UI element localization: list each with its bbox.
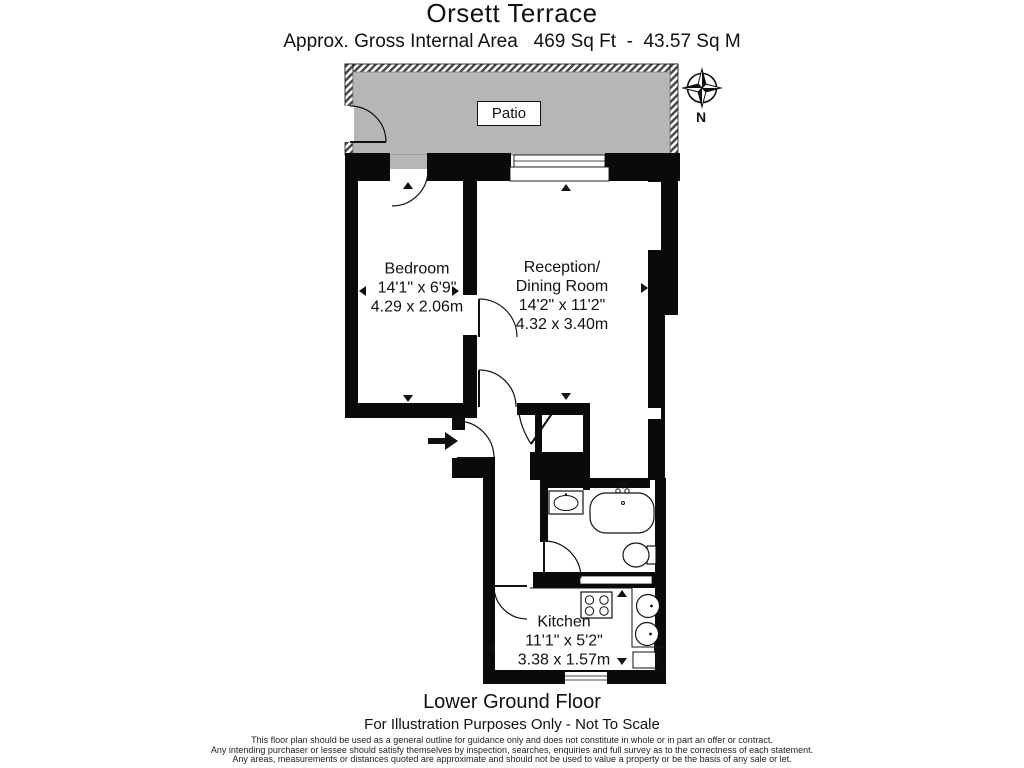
bedroom-name: Bedroom [384, 260, 450, 278]
scale-note: For Illustration Purposes Only - Not To Scale [364, 716, 660, 733]
bathtub-icon [590, 489, 654, 533]
kitchen-label [518, 613, 611, 670]
area-subtitle: Approx. Gross Internal Area 469 Sq Ft - 43.57 Sq M [283, 31, 741, 52]
kitchen-name: Kitchen [537, 613, 591, 631]
walls [345, 153, 680, 684]
reception-dimensions-metric: 4.32 x 3.40m [515, 316, 609, 333]
reception-label [516, 258, 609, 334]
disclaimer-line: This floor plan should be used as a general outline for guidance only and does not constitute in whole or in part an offer or contract. [251, 735, 773, 745]
reception-window [510, 155, 609, 181]
bedroom-dimensions-imperial: 14'1" x 6'9" [377, 279, 457, 297]
kitchen-dimensions-metric: 3.38 x 1.57m [517, 651, 611, 669]
appliance-icon [633, 652, 658, 668]
bedroom-door [479, 299, 517, 337]
floor-name: Lower Ground Floor [423, 691, 601, 713]
kitchen-window [565, 672, 607, 684]
compass-rose-icon [683, 69, 721, 107]
compass-north-label: N [695, 109, 707, 125]
basin-icon [549, 491, 583, 514]
dimension-arrows [359, 182, 661, 665]
kitchen-dimensions-imperial: 11'1" x 5'2" [525, 632, 603, 650]
reception-door [479, 370, 516, 407]
toilet-icon [623, 543, 656, 567]
page-title: Orsett Terrace [426, 0, 598, 28]
reception-dimensions-imperial: 14'2" x 11'2" [518, 297, 606, 314]
bedroom-dimensions-metric: 4.29 x 2.06m [370, 298, 464, 316]
bedroom-label [371, 260, 464, 317]
disclaimer-block [0, 736, 1024, 765]
entrance-arrow-icon [428, 432, 458, 450]
bathroom-fixtures [549, 489, 656, 567]
reception-name-line1: Reception/ [523, 259, 601, 276]
reception-name-line2: Dining Room [515, 278, 609, 295]
patio-label: Patio [477, 101, 541, 126]
disclaimer-line: Any areas, measurements or distances quoted are approximate and should not be used to value a property or be the basis of any sale or let. [232, 754, 792, 765]
disclaimer-line: Any intending purchaser or lessee should satisfy themselves by inspection, searches, enquiries and full survey as to the correctness of each statement. [210, 744, 814, 755]
